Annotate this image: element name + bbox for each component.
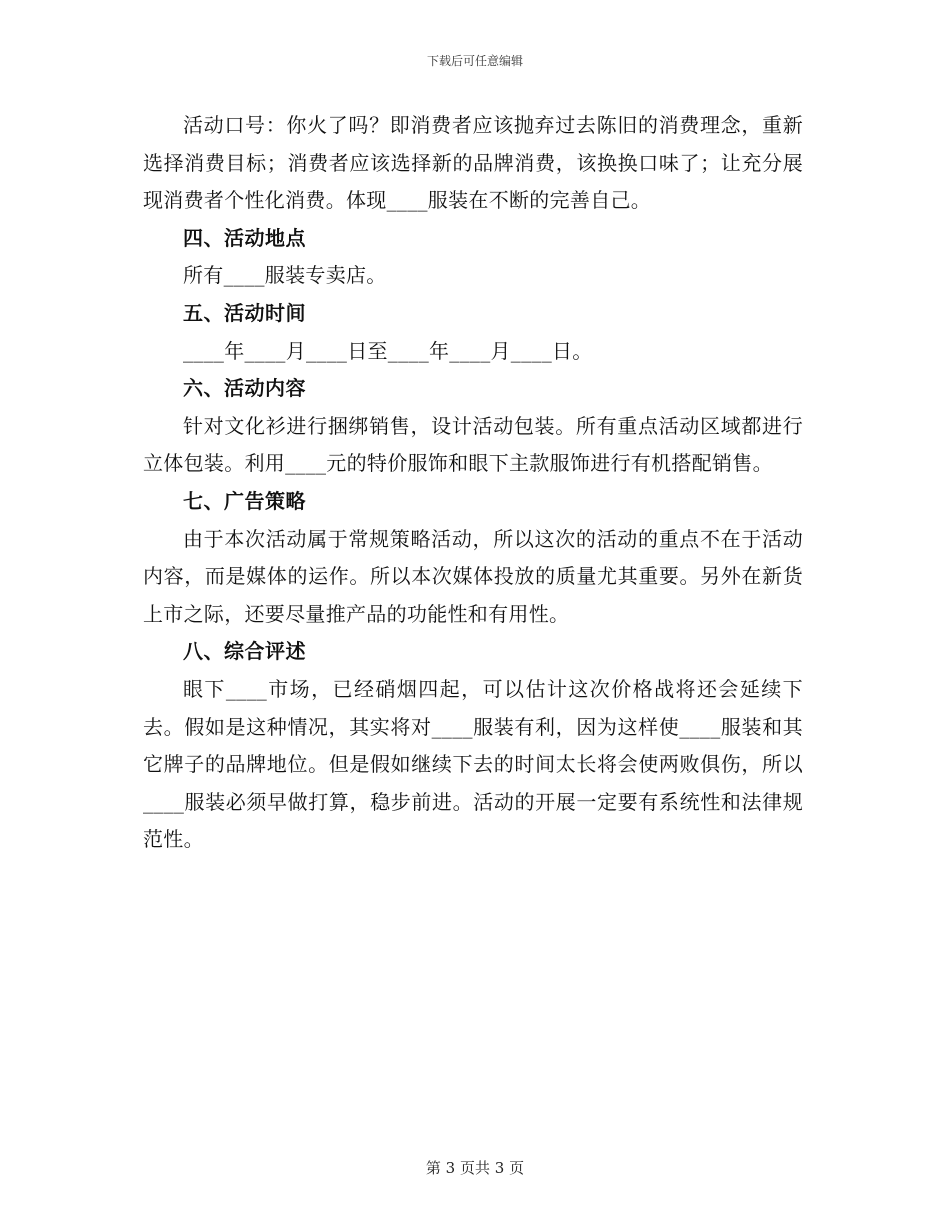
section-heading-time: 五、活动时间 xyxy=(183,300,306,325)
venue-paragraph: 所有____服装专卖店。 xyxy=(183,263,387,288)
section-heading-venue: 四、活动地点 xyxy=(183,225,306,250)
content-paragraph: 针对文化衫进行捆绑销售，设计活动包装。所有重点活动区域都进行立体包装。利用____元的特价服饰和眼下主款服饰进行有机搭配销售。 xyxy=(143,413,803,476)
document-body xyxy=(143,107,803,859)
section-heading-advertising: 七、广告策略 xyxy=(183,488,306,513)
time-paragraph: ____年____月____日至____年____月____日。 xyxy=(183,338,593,363)
slogan-paragraph: 活动口号：你火了吗？即消费者应该抛弃过去陈旧的消费理念，重新选择消费目标；消费者应该选择新的品牌消费，该换换口味了；让充分展现消费者个性化消费。体现____服装在不断的完善自己。 xyxy=(143,113,803,213)
page-header-note: 下载后可任意编辑 xyxy=(426,54,523,68)
page-number: 第 3 页共 3 页 xyxy=(425,1159,525,1177)
section-heading-summary: 八、综合评述 xyxy=(183,639,306,664)
section-heading-content: 六、活动内容 xyxy=(183,376,306,401)
summary-paragraph: 眼下____市场，已经硝烟四起，可以估计这次价格战将还会延续下去。假如是这种情况，其实将对____服装有利，因为这样使____服装和其它牌子的品牌地位。但是假如继续下去的时间太长将会使两败俱伤，所以____服装必须早做打算，稳步前进。活动的开展一定要有系统性和法律规范性。 xyxy=(143,676,803,852)
advertising-paragraph: 由于本次活动属于常规策略活动，所以这次的活动的重点不在于活动内容，而是媒体的运作。所以本次媒体投放的质量尤其重要。另外在新货上市之际，还要尽量推产品的功能性和有用性。 xyxy=(143,526,803,626)
